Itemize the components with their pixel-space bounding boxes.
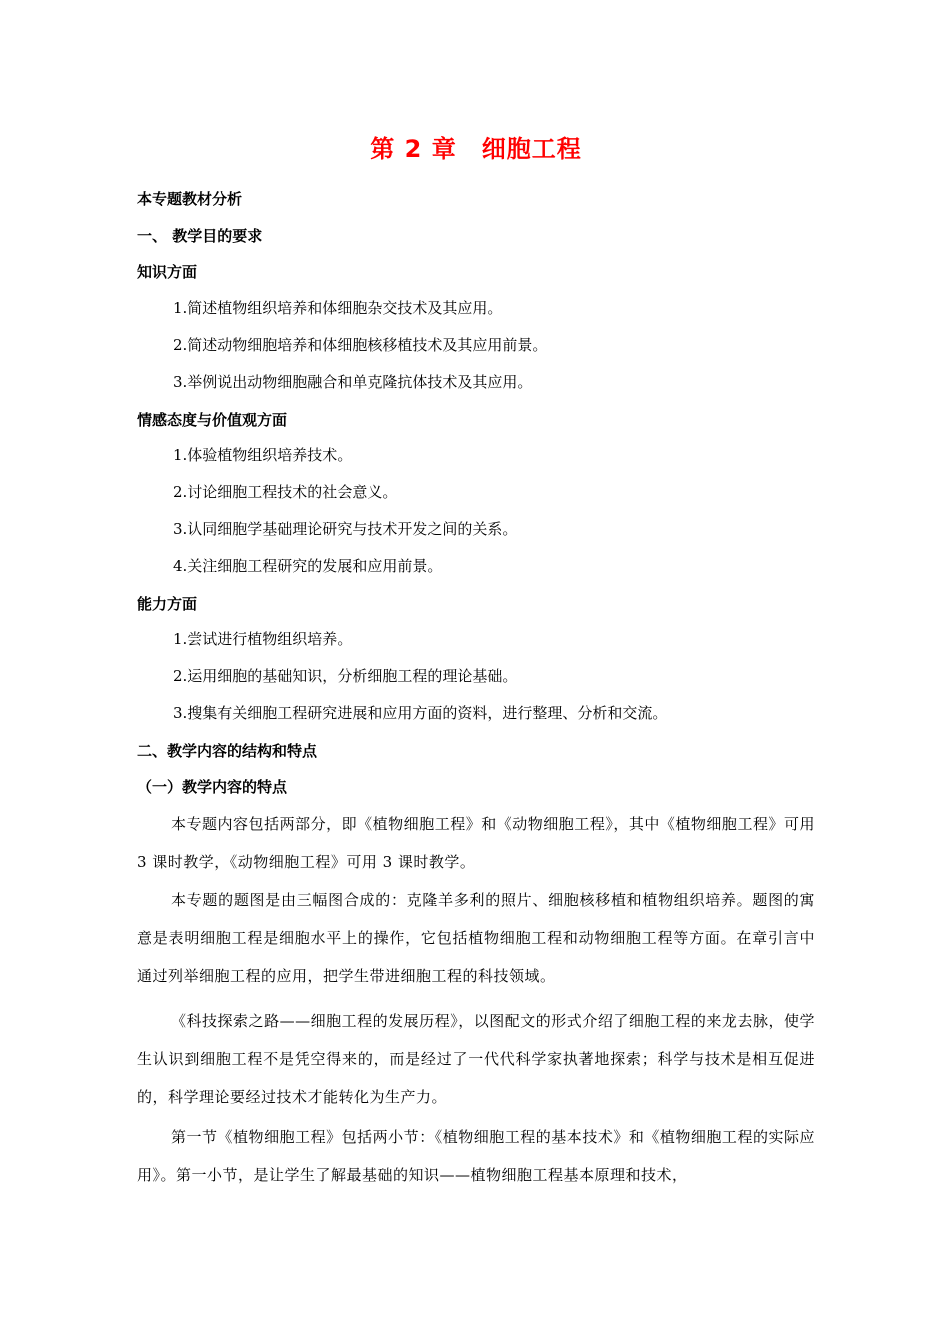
document-page	[137, 0, 815, 1344]
body-paragraph: 《科技探索之路——细胞工程的发展历程》，以图配文的形式介绍了细胞工程的来龙去脉，使学生认识到细胞工程不是凭空得来的，而是经过了一代代科学家执著地探索；科学与技术是相互促进的，科学理论要经过技术才能转化为生产力。	[137, 1012, 815, 1106]
emotion-item: 3.认同细胞学基础理论研究与技术开发之间的关系。	[173, 520, 518, 538]
ability-item: 3.搜集有关细胞工程研究进展和应用方面的资料，进行整理、分析和交流。	[173, 704, 668, 722]
emotion-heading: 情感态度与价值观方面	[137, 411, 288, 429]
ability-item: 2.运用细胞的基础知识，分析细胞工程的理论基础。	[173, 667, 518, 685]
part1-heading: 一、 教学目的要求	[137, 227, 263, 245]
emotion-item: 4.关注细胞工程研究的发展和应用前景。	[173, 557, 443, 575]
section-intro-heading: 本专题教材分析	[137, 190, 243, 208]
chapter-title: 第 2 章 细胞工程	[370, 135, 582, 163]
knowledge-item: 3.举例说出动物细胞融合和单克隆抗体技术及其应用。	[173, 373, 533, 391]
ability-item: 1.尝试进行植物组织培养。	[173, 630, 353, 648]
sub1-heading: （一）教学内容的特点	[137, 778, 288, 796]
emotion-item: 1.体验植物组织培养技术。	[173, 446, 353, 464]
body-paragraph: 本专题内容包括两部分，即《植物细胞工程》和《动物细胞工程》，其中《植物细胞工程》可用 3 课时教学，《动物细胞工程》可用 3 课时教学。	[137, 815, 815, 871]
part2-heading: 二、教学内容的结构和特点	[137, 742, 318, 760]
knowledge-heading: 知识方面	[137, 263, 198, 281]
knowledge-item: 1.简述植物组织培养和体细胞杂交技术及其应用。	[173, 299, 503, 317]
emotion-item: 2.讨论细胞工程技术的社会意义。	[173, 483, 398, 501]
body-paragraph: 本专题的题图是由三幅图合成的：克隆羊多利的照片、细胞核移植和植物组织培养。题图的寓意是表明细胞工程是细胞水平上的操作，它包括植物细胞工程和动物细胞工程等方面。在章引言中通过列举细胞工程的应用，把学生带进细胞工程的科技领域。	[137, 891, 815, 985]
body-paragraph: 第一节《植物细胞工程》包括两小节：《植物细胞工程的基本技术》和《植物细胞工程的实际应用》。第一小节，是让学生了解最基础的知识——植物细胞工程基本原理和技术，	[137, 1128, 815, 1184]
ability-heading: 能力方面	[137, 595, 198, 613]
knowledge-item: 2.简述动物细胞培养和体细胞核移植技术及其应用前景。	[173, 336, 548, 354]
